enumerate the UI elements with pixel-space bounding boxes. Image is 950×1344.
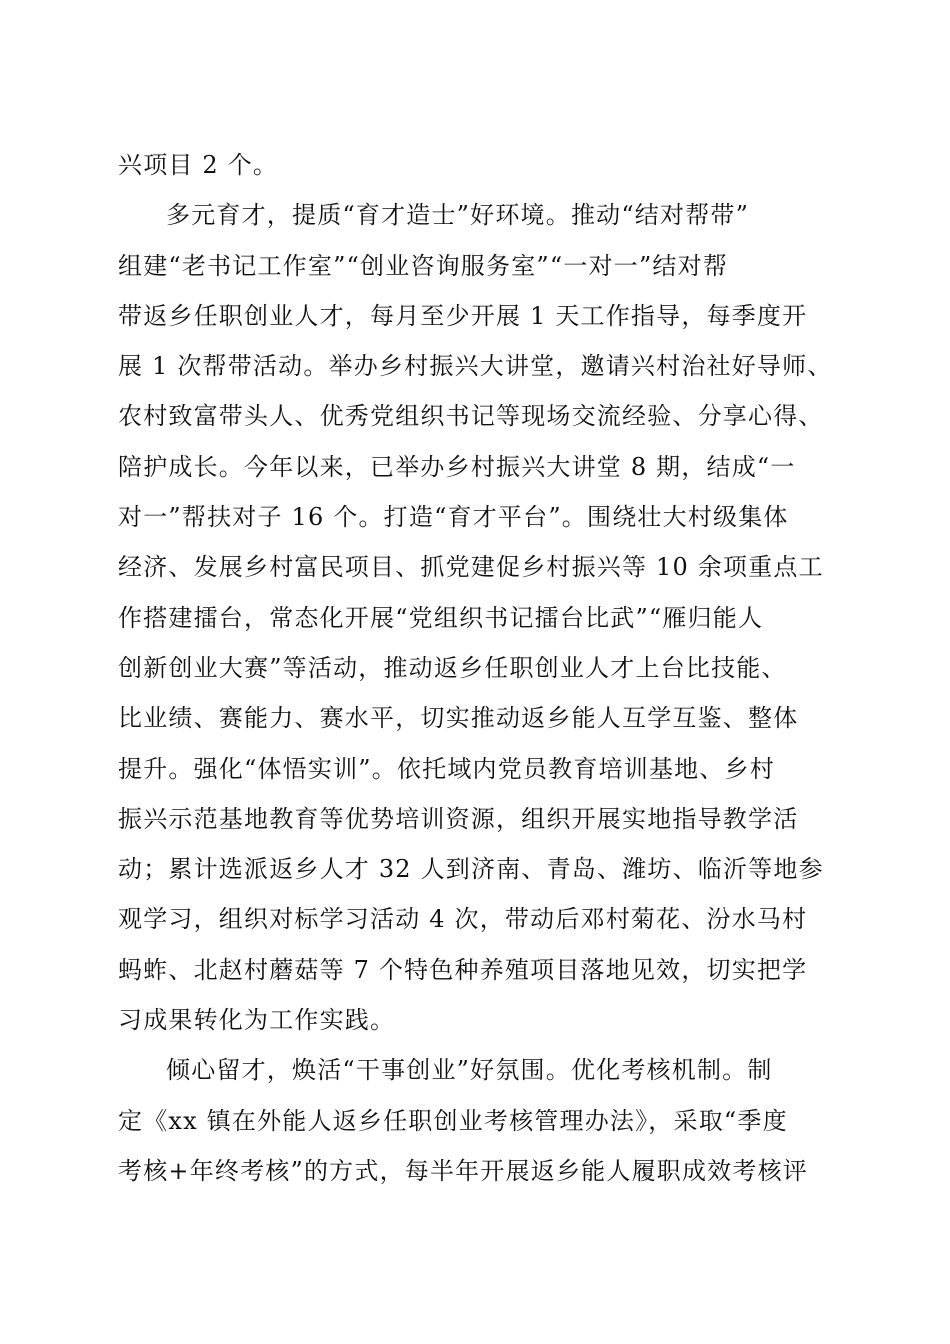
text-line: 对一”帮扶对子 16 个。打造“育才平台”。围绕壮大村级集体 — [118, 503, 789, 532]
text-line: 展 1 次帮带活动。举办乡村振兴大讲堂，邀请兴村治社好导师、 — [118, 352, 833, 381]
text-line: 经济、发展乡村富民项目、抓党建促乡村振兴等 10 余项重点工 — [118, 553, 824, 582]
paragraph-start-line: 倾心留才，焕活“干事创业”好氛围。优化考核机制。制 — [166, 1056, 773, 1085]
text-line: 动；累计选派返乡人才 32 人到济南、青岛、潍坊、临沂等地参 — [118, 855, 824, 884]
text-line: 比业绩、赛能力、赛水平，切实推动返乡能人互学互鉴、整体 — [118, 704, 799, 733]
text-line: 组建“老书记工作室”“创业咨询服务室”“一对一”结对帮 — [118, 251, 729, 280]
text-line: 考核+年终考核”的方式，每半年开展返乡能人履职成效考核评 — [118, 1156, 808, 1185]
document-body — [118, 140, 838, 1196]
text-line: 振兴示范基地教育等优势培训资源，组织开展实地指导教学活 — [118, 804, 799, 833]
text-line: 创新创业大赛”等活动，推动返乡任职创业人才上台比技能、 — [118, 653, 787, 682]
text-line: 农村致富带头人、优秀党组织书记等现场交流经验、分享心得、 — [118, 402, 824, 431]
paragraph-start-line: 多元育才，提质“育才造士”好环境。推动“结对帮带” — [166, 201, 750, 230]
text-line: 提升。强化“体悟实训”。依托域内党员教育培训基地、乡村 — [118, 754, 775, 783]
text-line: 习成果转化为工作实践。 — [118, 1006, 396, 1035]
text-line: 带返乡任职创业人才，每月至少开展 1 天工作指导，每季度开 — [118, 301, 808, 330]
text-line: 蚂蚱、北赵村蘑菇等 7 个特色种养殖项目落地见效，切实把学 — [118, 955, 808, 984]
text-line: 观学习，组织对标学习活动 4 次，带动后邓村菊花、汾水马村 — [118, 905, 808, 934]
text-line: 陪护成长。今年以来，已举办乡村振兴大讲堂 8 期，结成“一 — [118, 452, 796, 481]
text-line: 作搭建擂台，常态化开展“党组织书记擂台比武”“雁归能人 — [118, 603, 764, 632]
text-line: 兴项目 2 个。 — [118, 151, 279, 179]
text-line: 定《xx 镇在外能人返乡任职创业考核管理办法》，采取“季度 — [118, 1106, 788, 1135]
